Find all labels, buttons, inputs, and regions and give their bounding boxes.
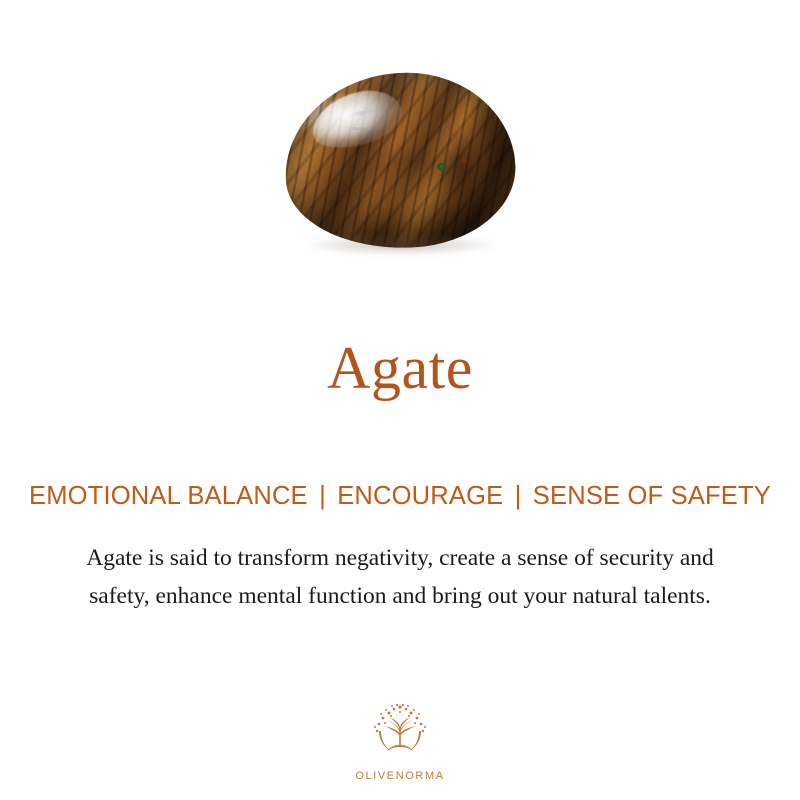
stone-inclusion-red-icon: [461, 157, 468, 163]
stone-image: [285, 73, 515, 258]
keyword-separator-1: |: [319, 482, 326, 511]
brand-logo: [355, 701, 444, 782]
stone-image-area: [0, 0, 800, 320]
tree-of-life-icon: [367, 701, 433, 768]
keyword-separator-2: |: [514, 482, 522, 511]
keyword-1: EMOTIONAL BALANCE: [29, 482, 308, 511]
agate-stone-graphic: [281, 67, 520, 254]
brand-name: OLIVENORMA: [355, 769, 445, 782]
stone-inclusion-line2-icon: [343, 127, 369, 130]
stone-inclusion-line-icon: [344, 107, 378, 117]
page-title: Agate: [327, 335, 473, 401]
stone-shadow: [309, 236, 493, 254]
keyword-3: SENSE OF SAFETY: [532, 482, 771, 511]
description-text: Agate is said to transform negativity, create a sense of security and safety, enhance mental function and bring out your natural talents.: [86, 545, 714, 610]
keyword-2: ENCOURAGE: [337, 482, 504, 511]
stone-inclusion-green-icon: [437, 162, 446, 170]
keyword-list: [29, 482, 771, 511]
